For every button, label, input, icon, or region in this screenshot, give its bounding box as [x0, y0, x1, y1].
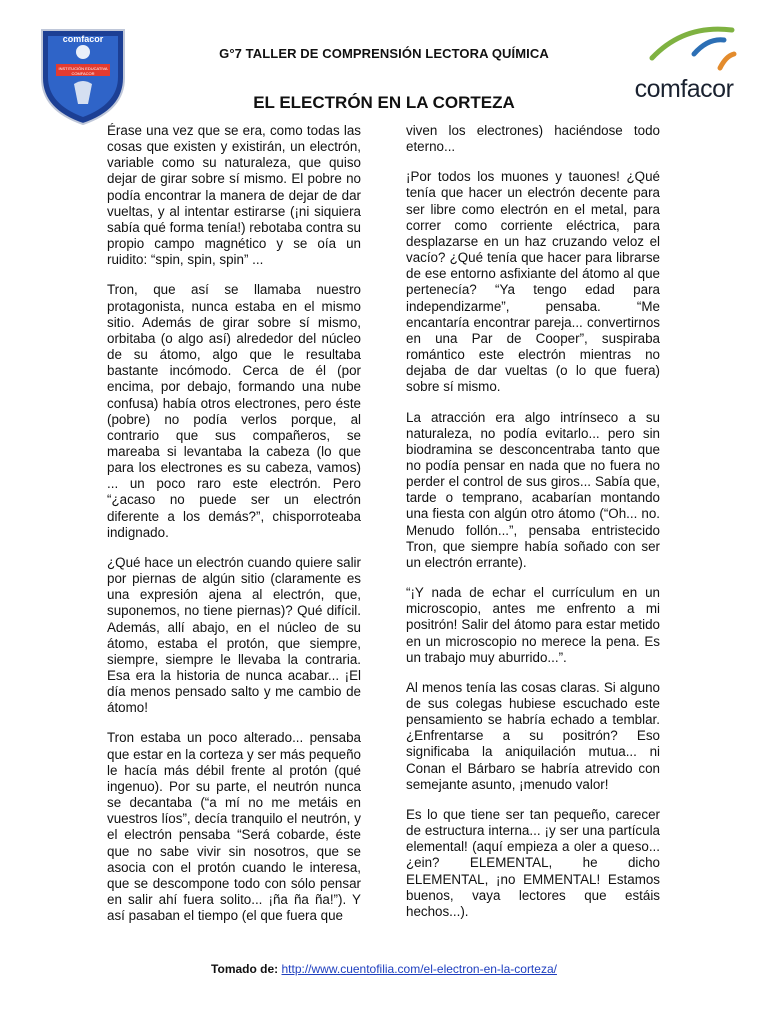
brand-name: comfacor	[634, 75, 734, 103]
comfacor-brand-logo	[624, 24, 744, 104]
paragraph: ¡Por todos los muones y tauones! ¿Qué tenía que hacer un electrón decente para ser libre como electrón en el metal, para correr como corriente eléctrica, para desplazarse en un haz cruzando veloz el vacío? ¿Qué tenía que hacer para librarse de ese entorno asfixiante del átomo al que pertenecía? “Ya tengo edad para independizarme”, pensaba. “Me encantaría encontrar pareja... convertirnos en una Par de Cooper”, suspiraba romántico este electrón mientras no dejaba de dar vueltas (o lo que fuera) sobre sí mismo.	[406, 169, 660, 395]
source-label: Tomado de:	[211, 962, 279, 976]
paragraph: La atracción era algo intrínseco a su naturaleza, no podía evitarlo... pero sin biodramina se desconcentraba tanto que no podía pensar en nada que no fuera no perder el control de sus giros... Sabía que, tarde o temprano, acabarían montando una fiesta con algún otro átomo (“Oh... no. Menudo follón...”, pensaba entristecido Tron, que siempre había soñado con ser un electrón errante).	[406, 409, 660, 570]
crest-text: comfacor	[62, 34, 104, 44]
right-column	[406, 123, 660, 934]
paragraph: Es lo que tiene ser tan pequeño, carecer de estructura interna... ¡y ser una partícula elemental! (aquí empieza a oler a queso... ¿ein? ELEMENTAL, he dicho ELEMENTAL, ¡no EMMENTAL! Estamos buenos, vaya lectores que estáis hechos...).	[406, 806, 660, 919]
paragraph: Érase una vez que se era, como todas las cosas que existen y existirán, un electrón, variable como su naturaleza, que quiso dejar de girar sobre sí mismo. El pobre no podía encontrar la manera de dejar de dar vueltas, y al intentar estirarse (¡ni siquiera sabía qué forma tenía!) rebotaba contra su propio campo magnético y se oía un ruidito: “spin, spin, spin” ...	[107, 123, 361, 268]
paragraph: Al menos tenía las cosas claras. Si alguno de sus colegas hubiese escuchado este pensamiento se habría echado a temblar. ¿Enfrentarse a su positrón? Eso significaba la aniquilación mutua... ni Conan el Bárbaro se habría atrevido con semejante asunto, ¡menudo valor!	[406, 679, 660, 792]
paragraph: ¿Qué hace un electrón cuando quiere salir por piernas de algún sitio (claramente es una expresión ajena al electrón, que, suponemos, no tiene piernas)? Qué difícil. Además, allí abajo, en el núcleo de su átomo, estaba el protón, que siempre, siempre, siempre le llevaba la contraria. Esa era la historia de nunca acabar... ¡El día menos pensado salto y me cambio de átomo!	[107, 554, 361, 716]
header-title: G°7 TALLER DE COMPRENSIÓN LECTORA QUÍMICA	[219, 46, 549, 61]
left-column	[107, 123, 361, 938]
paragraph: viven los electrones) haciéndose todo eterno...	[406, 123, 660, 155]
crest-subtext: INSTITUCIÓN EDUCATIVA COMFACOR	[58, 66, 108, 76]
paragraph: Tron estaba un poco alterado... pensaba que estar en la corteza y ser más pequeño le hacía más débil frente al protón (qué ingenuo). Por su parte, el neutrón nunca se decantaba (“a mí no me metáis en vuestros líos”, decía tranquilo el neutrón, y el electrón pensaba “Será cobarde, éste que no sabe vivir sin nosotros, que se asocia con el protón cuando le interesa, que se descompone todo con sólo pensar en salir ahí fuera solito... ¡ña ña ña!”). Y así pasaban el tiempo (el que fuera que	[107, 730, 361, 924]
document-title: EL ELECTRÓN EN LA CORTEZA	[253, 93, 515, 112]
comfacor-swoosh-icon	[624, 24, 744, 74]
paragraph: Tron, que así se llamaba nuestro protagonista, nunca estaba en el mismo sitio. Además de girar sobre sí mismo, orbitaba (o algo así) alrededor del núcleo de su átomo, algo que le resultaba bastante incómodo. Cerca de él (por encima, por debajo, formando una nube confusa) había otros electrones, pero éste (pobre) no podía verlos porque, al contrario que sus compañeros, se mareaba si levantaba la cabeza (lo que para los electrones es su cabeza, vamos) ... un poco raro este electrón. Pero “¿acaso no puede ser un electrón diferente a los demás?”, chisporroteaba indignado.	[107, 282, 361, 540]
source-footer	[0, 962, 768, 976]
source-link[interactable]: http://www.cuentofilia.com/el-electron-en-la-corteza/	[281, 962, 557, 976]
paragraph: “¡Y nada de echar el currículum en un microscopio, antes me enfrento a mi positrón! Salir del átomo para estar metido en un microscopio no merece la pena. Es un trabajo muy aburrido...”.	[406, 585, 660, 665]
